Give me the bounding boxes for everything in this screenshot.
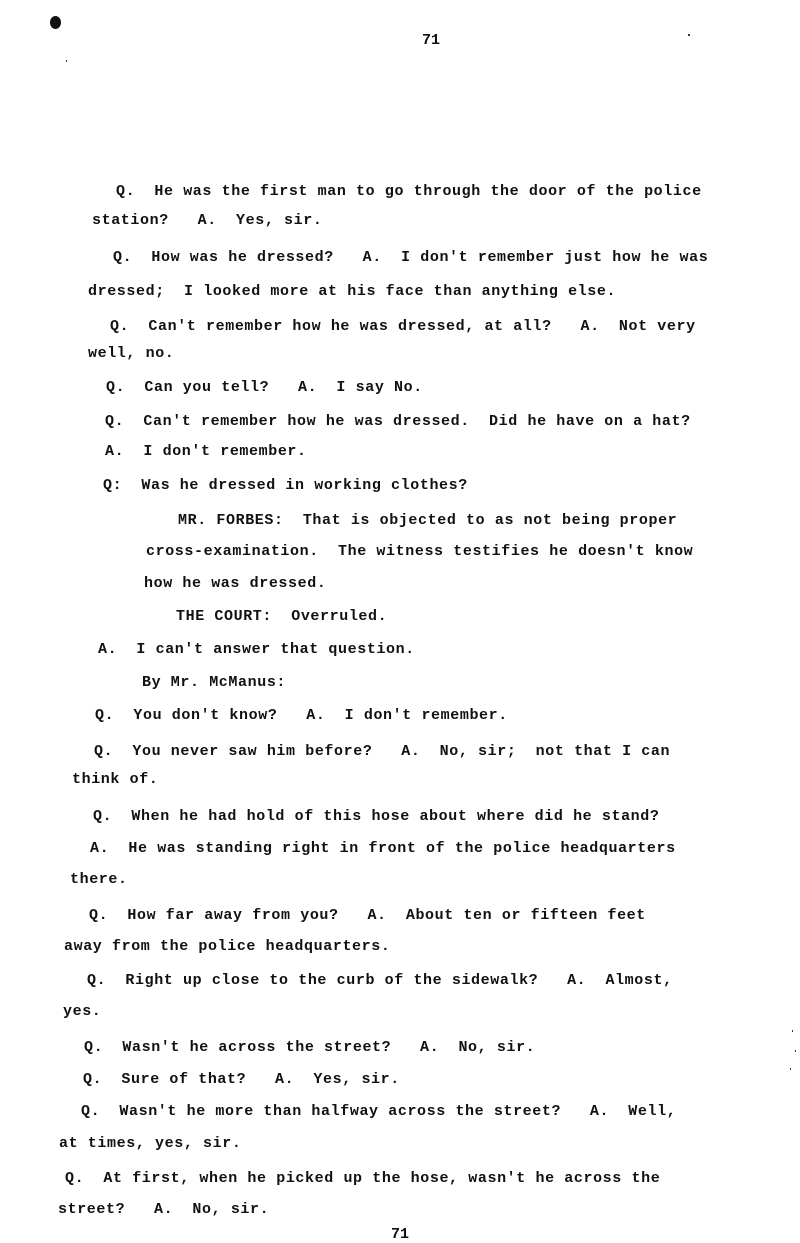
transcript-line: dressed; I looked more at his face than anything else.: [88, 283, 617, 300]
transcript-line: at times, yes, sir.: [59, 1135, 242, 1152]
transcript-line: Q. You don't know? A. I don't remember.: [95, 707, 508, 724]
scan-speck: [792, 1030, 793, 1032]
transcript-line: Q. Can't remember how he was dressed. Did he have on a hat?: [105, 413, 691, 430]
transcript-line: A. I don't remember.: [105, 443, 307, 460]
hole-punch-mark: [50, 16, 61, 29]
page-number-bottom: 71: [390, 1226, 409, 1243]
transcript-line: Q. Sure of that? A. Yes, sir.: [83, 1071, 400, 1088]
transcript-line: there.: [70, 871, 128, 888]
transcript-line: Q: Was he dressed in working clothes?: [103, 477, 468, 494]
transcript-line: yes.: [63, 1003, 102, 1020]
transcript-line: street? A. No, sir.: [58, 1201, 270, 1218]
scan-speck: [795, 1050, 796, 1052]
transcript-line: Q. Wasn't he across the street? A. No, sir.: [84, 1039, 536, 1056]
transcript-line: MR. FORBES: That is objected to as not being proper: [178, 512, 678, 529]
page-number-top: 71: [421, 32, 440, 49]
transcript-line: Q. Can't remember how he was dressed, at all? A. Not very: [110, 318, 696, 335]
scan-speck: [688, 34, 690, 36]
transcript-line: Q. At first, when he picked up the hose, wasn't he across the: [65, 1170, 661, 1187]
transcript-line: A. He was standing right in front of the police headquarters: [90, 840, 676, 857]
transcript-line: Q. How was he dressed? A. I don't remember just how he was: [113, 249, 709, 266]
transcript-line: cross-examination. The witness testifies he doesn't know: [146, 543, 694, 560]
transcript-line: Q. Wasn't he more than halfway across the street? A. Well,: [81, 1103, 677, 1120]
transcript-line: Q. You never saw him before? A. No, sir; not that I can: [94, 743, 671, 760]
transcript-line: station? A. Yes, sir.: [92, 212, 323, 229]
transcript-line: Q. When he had hold of this hose about where did he stand?: [93, 808, 660, 825]
transcript-line: Q. Can you tell? A. I say No.: [106, 379, 423, 396]
scan-speck: [66, 60, 67, 62]
transcript-line: well, no.: [88, 345, 175, 362]
transcript-line: Q. He was the first man to go through the door of the police: [116, 183, 702, 200]
transcript-line: think of.: [72, 771, 159, 788]
transcript-line: Q. How far away from you? A. About ten or fifteen feet: [89, 907, 646, 924]
scan-speck: [790, 1068, 791, 1070]
transcript-line: how he was dressed.: [144, 575, 327, 592]
transcript-line: Q. Right up close to the curb of the sidewalk? A. Almost,: [87, 972, 673, 989]
transcript-line: By Mr. McManus:: [142, 674, 287, 691]
transcript-line: THE COURT: Overruled.: [176, 608, 388, 625]
transcript-line: A. I can't answer that question.: [98, 641, 415, 658]
transcript-line: away from the police headquarters.: [64, 938, 391, 955]
